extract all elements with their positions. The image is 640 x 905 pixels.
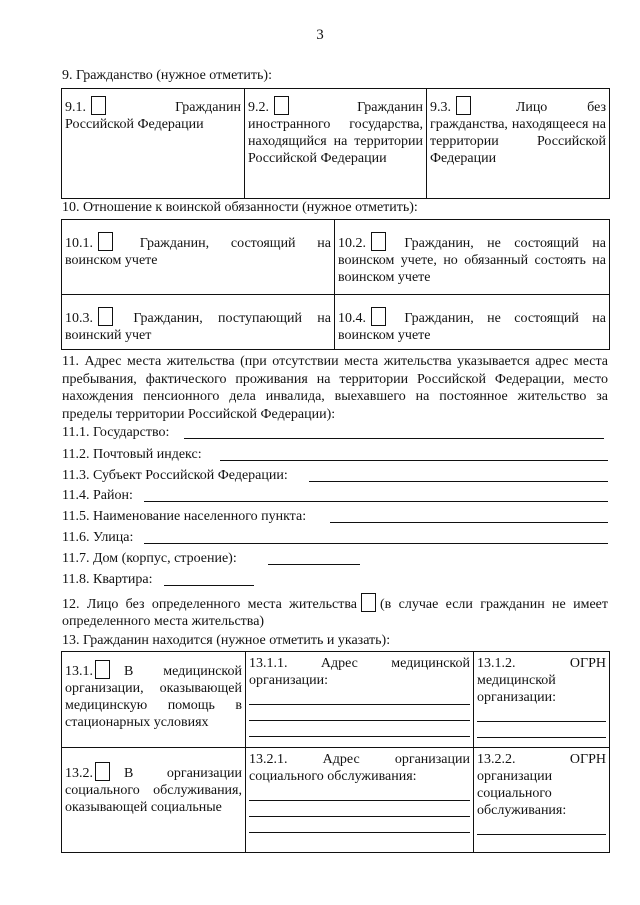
page-number: 3 (316, 27, 324, 43)
field-house (62, 550, 608, 568)
apartment-input[interactable] (164, 585, 254, 586)
military-option-obliged (335, 220, 610, 295)
social-address-line[interactable] (249, 804, 470, 817)
section-12-note: (в случае если гражданин не имеет определенного места жительства) (62, 597, 608, 629)
section-12-label: 12. Лицо без определенного места жительства (62, 597, 357, 612)
option-text: иностранного государства, находящийся на территории Российской Федерации (248, 117, 423, 166)
field-settlement (62, 508, 608, 526)
settlement-input[interactable] (330, 522, 608, 523)
field-district (62, 487, 608, 505)
medical-address-line[interactable] (249, 708, 470, 721)
social-ogrn-cell (474, 748, 610, 853)
field-apartment (62, 571, 608, 589)
option-number: 10.4. (338, 311, 366, 326)
section-11-heading: 11. Адрес места жительства (при отсутствии места жительства указывается адрес места пребывания, фактического проживания на территории Российской Федерации, место нахождения пенсионного дела инвалида, выехавшего на постоянное жительство за пределы территории Российской Федерации): (62, 354, 608, 422)
field-label: 11.3. Субъект Российской Федерации: (62, 468, 288, 483)
military-table (61, 219, 610, 350)
citizenship-option-russia (62, 89, 245, 199)
social-ogrn-label: 13.2.2. ОГРН организации социального обслуживания: (477, 752, 606, 818)
street-input[interactable] (144, 543, 608, 544)
field-label: 11.5. Наименование населенного пункта: (62, 509, 307, 524)
house-input[interactable] (268, 564, 360, 565)
option-title: Лицо без (515, 100, 606, 115)
checkbox-military-not-registered[interactable] (371, 307, 386, 326)
option-text: Гражданин, состоящий на воинском учете (65, 236, 332, 268)
option-number: 10.2. (338, 236, 366, 251)
option-text: гражданства, находящееся на территории Российской Федерации (430, 117, 606, 166)
checkbox-social-organization[interactable] (95, 762, 110, 781)
field-label: 11.4. Район: (62, 488, 133, 503)
section-13-heading: 13. Гражданин находится (нужное отметить и указать): (62, 633, 391, 648)
medical-ogrn-line[interactable] (477, 709, 606, 722)
option-title: Гражданин (175, 100, 241, 115)
field-label: 11.7. Дом (корпус, строение): (62, 551, 237, 566)
field-label: 11.8. Квартира: (62, 572, 153, 587)
option-number: 9.2. (248, 100, 269, 115)
location-medical-option (62, 652, 246, 748)
field-label: 11.2. Почтовый индекс: (62, 447, 202, 462)
medical-ogrn-line[interactable] (477, 725, 606, 738)
checkbox-no-fixed-abode[interactable] (361, 593, 376, 612)
social-address-line[interactable] (249, 820, 470, 833)
social-address-line[interactable] (249, 788, 470, 801)
state-input[interactable] (184, 438, 604, 439)
medical-address-line[interactable] (249, 692, 470, 705)
medical-address-line[interactable] (249, 724, 470, 737)
field-postal-code (62, 446, 608, 464)
region-input[interactable] (309, 481, 608, 482)
checkbox-medical-organization[interactable] (95, 660, 110, 679)
medical-address-label: 13.1.1. Адрес медицинской организации: (249, 656, 470, 688)
citizenship-option-stateless (427, 89, 610, 199)
citizenship-table (61, 88, 610, 199)
field-street (62, 529, 608, 547)
section-10-heading: 10. Отношение к воинской обязанности (нужное отметить): (62, 200, 418, 215)
option-number: 9.3. (430, 100, 451, 115)
option-text: Гражданин, поступающий на воинский учет (65, 311, 331, 343)
option-number: 13.1. (65, 664, 93, 679)
option-text: Гражданин, не состоящий на воинском учете, но обязанный состоять на воинском учете (338, 236, 606, 285)
social-address-cell (246, 748, 474, 853)
checkbox-military-enrolling[interactable] (98, 307, 113, 326)
medical-ogrn-label: 13.1.2. ОГРН медицинской организации: (477, 656, 606, 705)
option-text: Российской Федерации (65, 117, 204, 132)
option-text: В медицинской организации, оказывающей медицинскую помощь в стационарных условиях (65, 664, 242, 730)
field-state (62, 424, 608, 442)
section-9-heading: 9. Гражданство (нужное отметить): (62, 68, 272, 83)
military-option-not-registered (335, 295, 610, 350)
checkbox-military-registered[interactable] (98, 232, 113, 251)
checkbox-stateless[interactable] (456, 96, 471, 115)
checkbox-military-obliged[interactable] (371, 232, 386, 251)
location-social-option (62, 748, 246, 853)
checkbox-citizen-russia[interactable] (91, 96, 106, 115)
option-number: 13.2. (65, 766, 93, 781)
social-address-label: 13.2.1. Адрес организации социального обслуживания: (249, 752, 470, 784)
checkbox-citizen-foreign[interactable] (274, 96, 289, 115)
district-input[interactable] (144, 501, 608, 502)
postal-code-input[interactable] (220, 460, 608, 461)
location-table (61, 651, 610, 853)
field-region (62, 467, 608, 485)
option-number: 9.1. (65, 100, 86, 115)
social-ogrn-line[interactable] (477, 822, 606, 835)
field-label: 11.6. Улица: (62, 530, 134, 545)
military-option-enrolling (62, 295, 335, 350)
option-text: В организации социального обслуживания, оказывающей социальные (65, 766, 242, 815)
option-number: 10.1. (65, 236, 93, 251)
option-number: 10.3. (65, 311, 93, 326)
option-title: Гражданин (357, 100, 423, 115)
medical-address-cell (246, 652, 474, 748)
option-text: Гражданин, не состоящий на воинском учете (338, 311, 606, 343)
citizenship-option-foreign (245, 89, 427, 199)
field-label: 11.1. Государство: (62, 425, 170, 440)
military-option-registered (62, 220, 335, 295)
section-12-text (62, 593, 608, 630)
medical-ogrn-cell (474, 652, 610, 748)
